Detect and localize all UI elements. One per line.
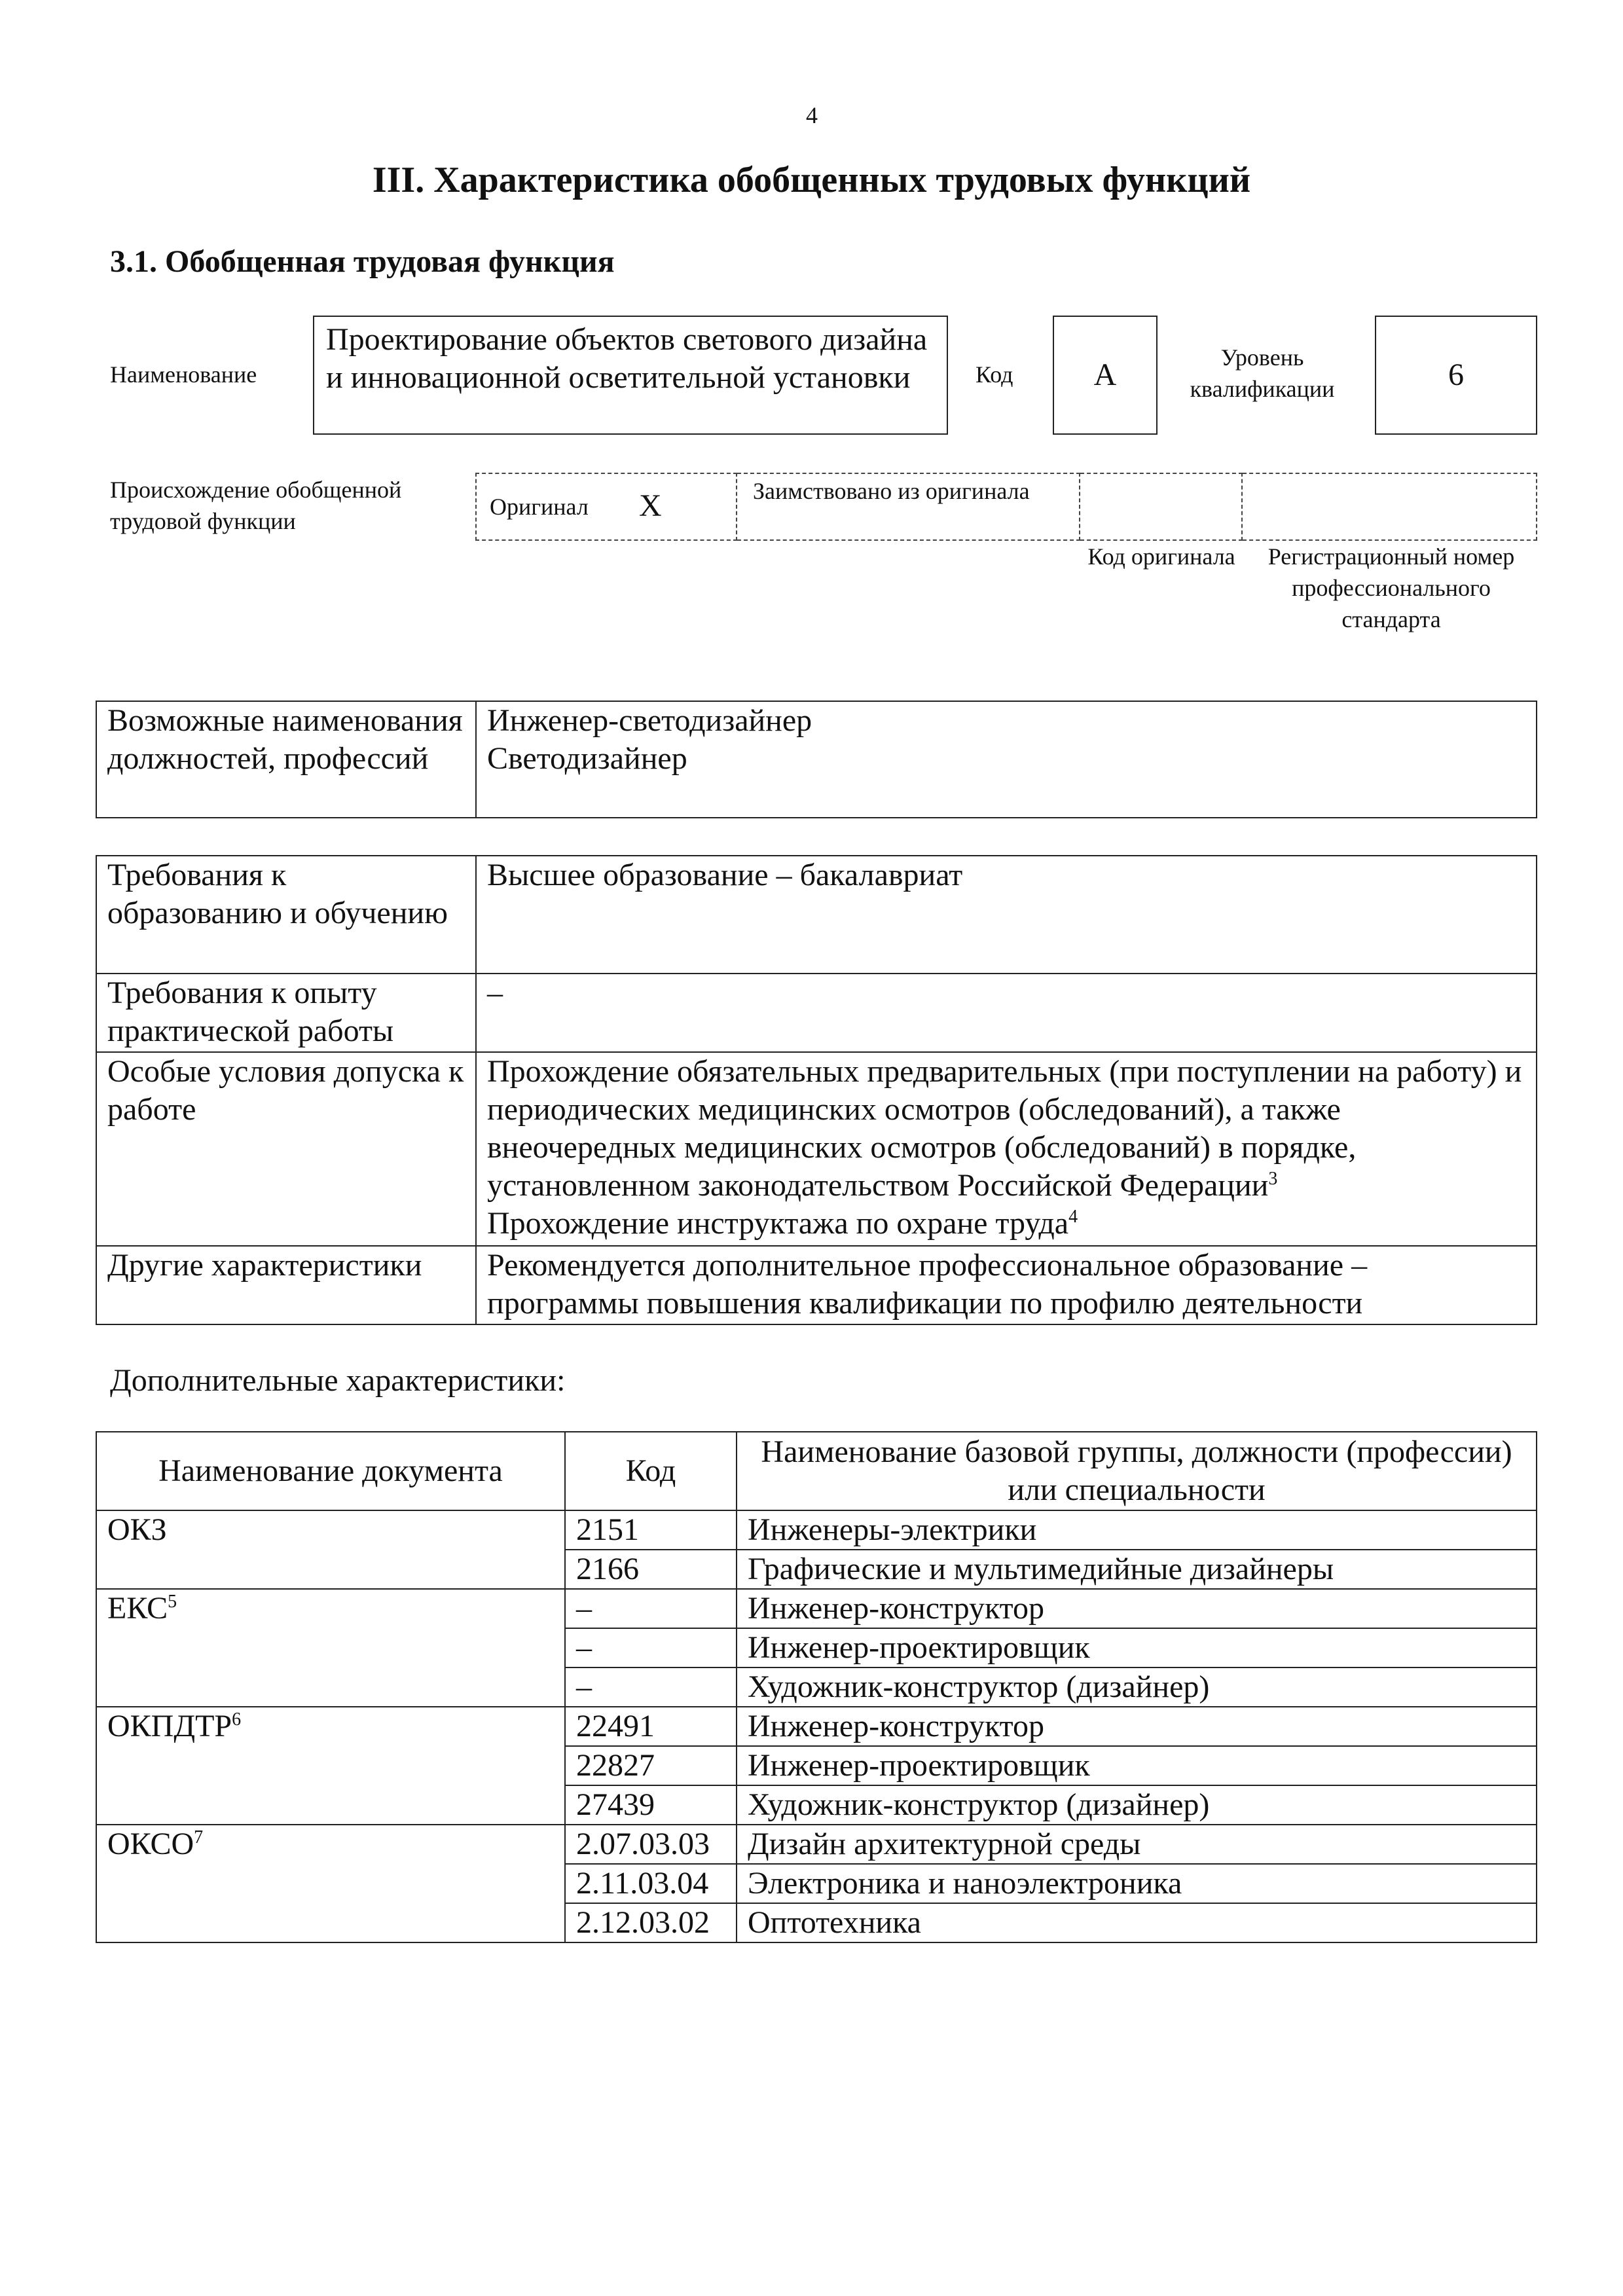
code-cell: – [565,1628,737,1667]
name-cell: Инженер-проектировщик [737,1746,1537,1785]
doc-cell [96,1825,565,1942]
admission-text: Прохождение обязательных предварительных (при поступлении на работу) и периодических медицинских осмотров (обследований), а также внеочередных медицинских осмотров (обследований) в порядке, установленном законодательством Российской Федерации [487,1054,1522,1203]
additional-table [96,1431,1537,1943]
instruction-text: Прохождение инструктажа по охране труда [487,1206,1069,1241]
positions-table [96,701,1537,818]
code-cell: 27439 [565,1785,737,1825]
req-label: Особые условия допуска к работе [96,1052,476,1246]
code-original-caption: Код оригинала [1087,543,1235,570]
borrowed-label: Заимствовано из оригинала [753,478,1030,504]
level-value: 6 [1448,357,1464,392]
position-item: Инженер-светодизайнер [487,703,812,738]
name-cell: Оптотехника [737,1903,1537,1942]
name-label: Наименование [110,361,257,388]
header-code: Код [565,1432,737,1510]
doc-name: ОКЗ [107,1512,167,1547]
additional-title: Дополнительные характеристики: [110,1363,566,1398]
req-value-admission [476,1052,1537,1246]
doc-name: ЕКС [107,1591,168,1626]
code-label: Код [976,361,1013,388]
code-cell: 22491 [565,1707,737,1746]
footnote-ref: 5 [168,1592,177,1612]
header-name: Наименование базовой группы, должности (профессии) или специальности [737,1432,1537,1510]
code-cell: 2166 [565,1550,737,1589]
name-value-box [313,316,948,435]
name-cell: Электроника и наноэлектроника [737,1864,1537,1903]
footnote-ref: 7 [194,1827,204,1848]
name-cell: Художник-конструктор (дизайнер) [737,1785,1537,1825]
name-value: Проектирование объектов светового дизайна и инновационной осветительной установки [326,322,928,395]
doc-cell [96,1510,565,1589]
page-number: 4 [806,102,818,128]
req-value: Высшее образование – бакалавриат [476,856,1537,974]
name-cell: Инженеры-электрики [737,1510,1537,1550]
code-cell: – [565,1589,737,1628]
req-value: Рекомендуется дополнительное профессиональное образование – программы повышения квалификации по профилю деятельности [476,1246,1537,1324]
level-value-box [1375,316,1537,435]
req-label: Требования к опыту практической работы [96,974,476,1052]
header-doc: Наименование документа [96,1432,565,1510]
req-value: – [476,974,1537,1052]
code-cell: 22827 [565,1746,737,1785]
name-cell: Графические и мультимедийные дизайнеры [737,1550,1537,1589]
name-cell: Инженер-конструктор [737,1707,1537,1746]
req-label: Другие характеристики [96,1246,476,1324]
positions-label: Возможные наименования должностей, профессий [96,701,476,818]
section-title: III. Характеристика обобщенных трудовых функций [372,160,1251,200]
footnote-ref: 4 [1068,1207,1078,1227]
name-cell: Инженер-конструктор [737,1589,1537,1628]
requirements-table [96,855,1537,1325]
position-item: Светодизайнер [487,741,687,776]
doc-name: ОКПДТР [107,1709,232,1743]
reg-number-caption: Регистрационный номер профессионального стандарта [1267,543,1515,632]
reg-number-box [1243,473,1537,541]
code-original-box [1080,473,1243,541]
code-cell: 2151 [565,1510,737,1550]
original-mark: Х [639,488,662,523]
origin-label: Происхождение обобщенной трудовой функции [110,477,402,534]
footnote-ref: 3 [1268,1169,1278,1189]
original-label: Оригинал [490,494,589,520]
code-cell: 2.07.03.03 [565,1825,737,1864]
doc-cell [96,1589,565,1707]
positions-values [476,701,1537,818]
level-label: Уровень квалификации [1190,344,1335,402]
subsection-title: 3.1. Обобщенная трудовая функция [110,244,615,279]
code-cell: 2.11.03.04 [565,1864,737,1903]
footnote-ref: 6 [232,1709,242,1730]
code-value: А [1093,357,1117,392]
doc-name: ОКСО [107,1827,194,1861]
code-cell: 2.12.03.02 [565,1903,737,1942]
name-cell: Инженер-проектировщик [737,1628,1537,1667]
name-cell: Дизайн архитектурной среды [737,1825,1537,1864]
req-label: Требования к образованию и обучению [96,856,476,974]
name-cell: Художник-конструктор (дизайнер) [737,1667,1537,1707]
code-value-box [1053,316,1158,435]
doc-cell [96,1707,565,1825]
code-cell: – [565,1667,737,1707]
